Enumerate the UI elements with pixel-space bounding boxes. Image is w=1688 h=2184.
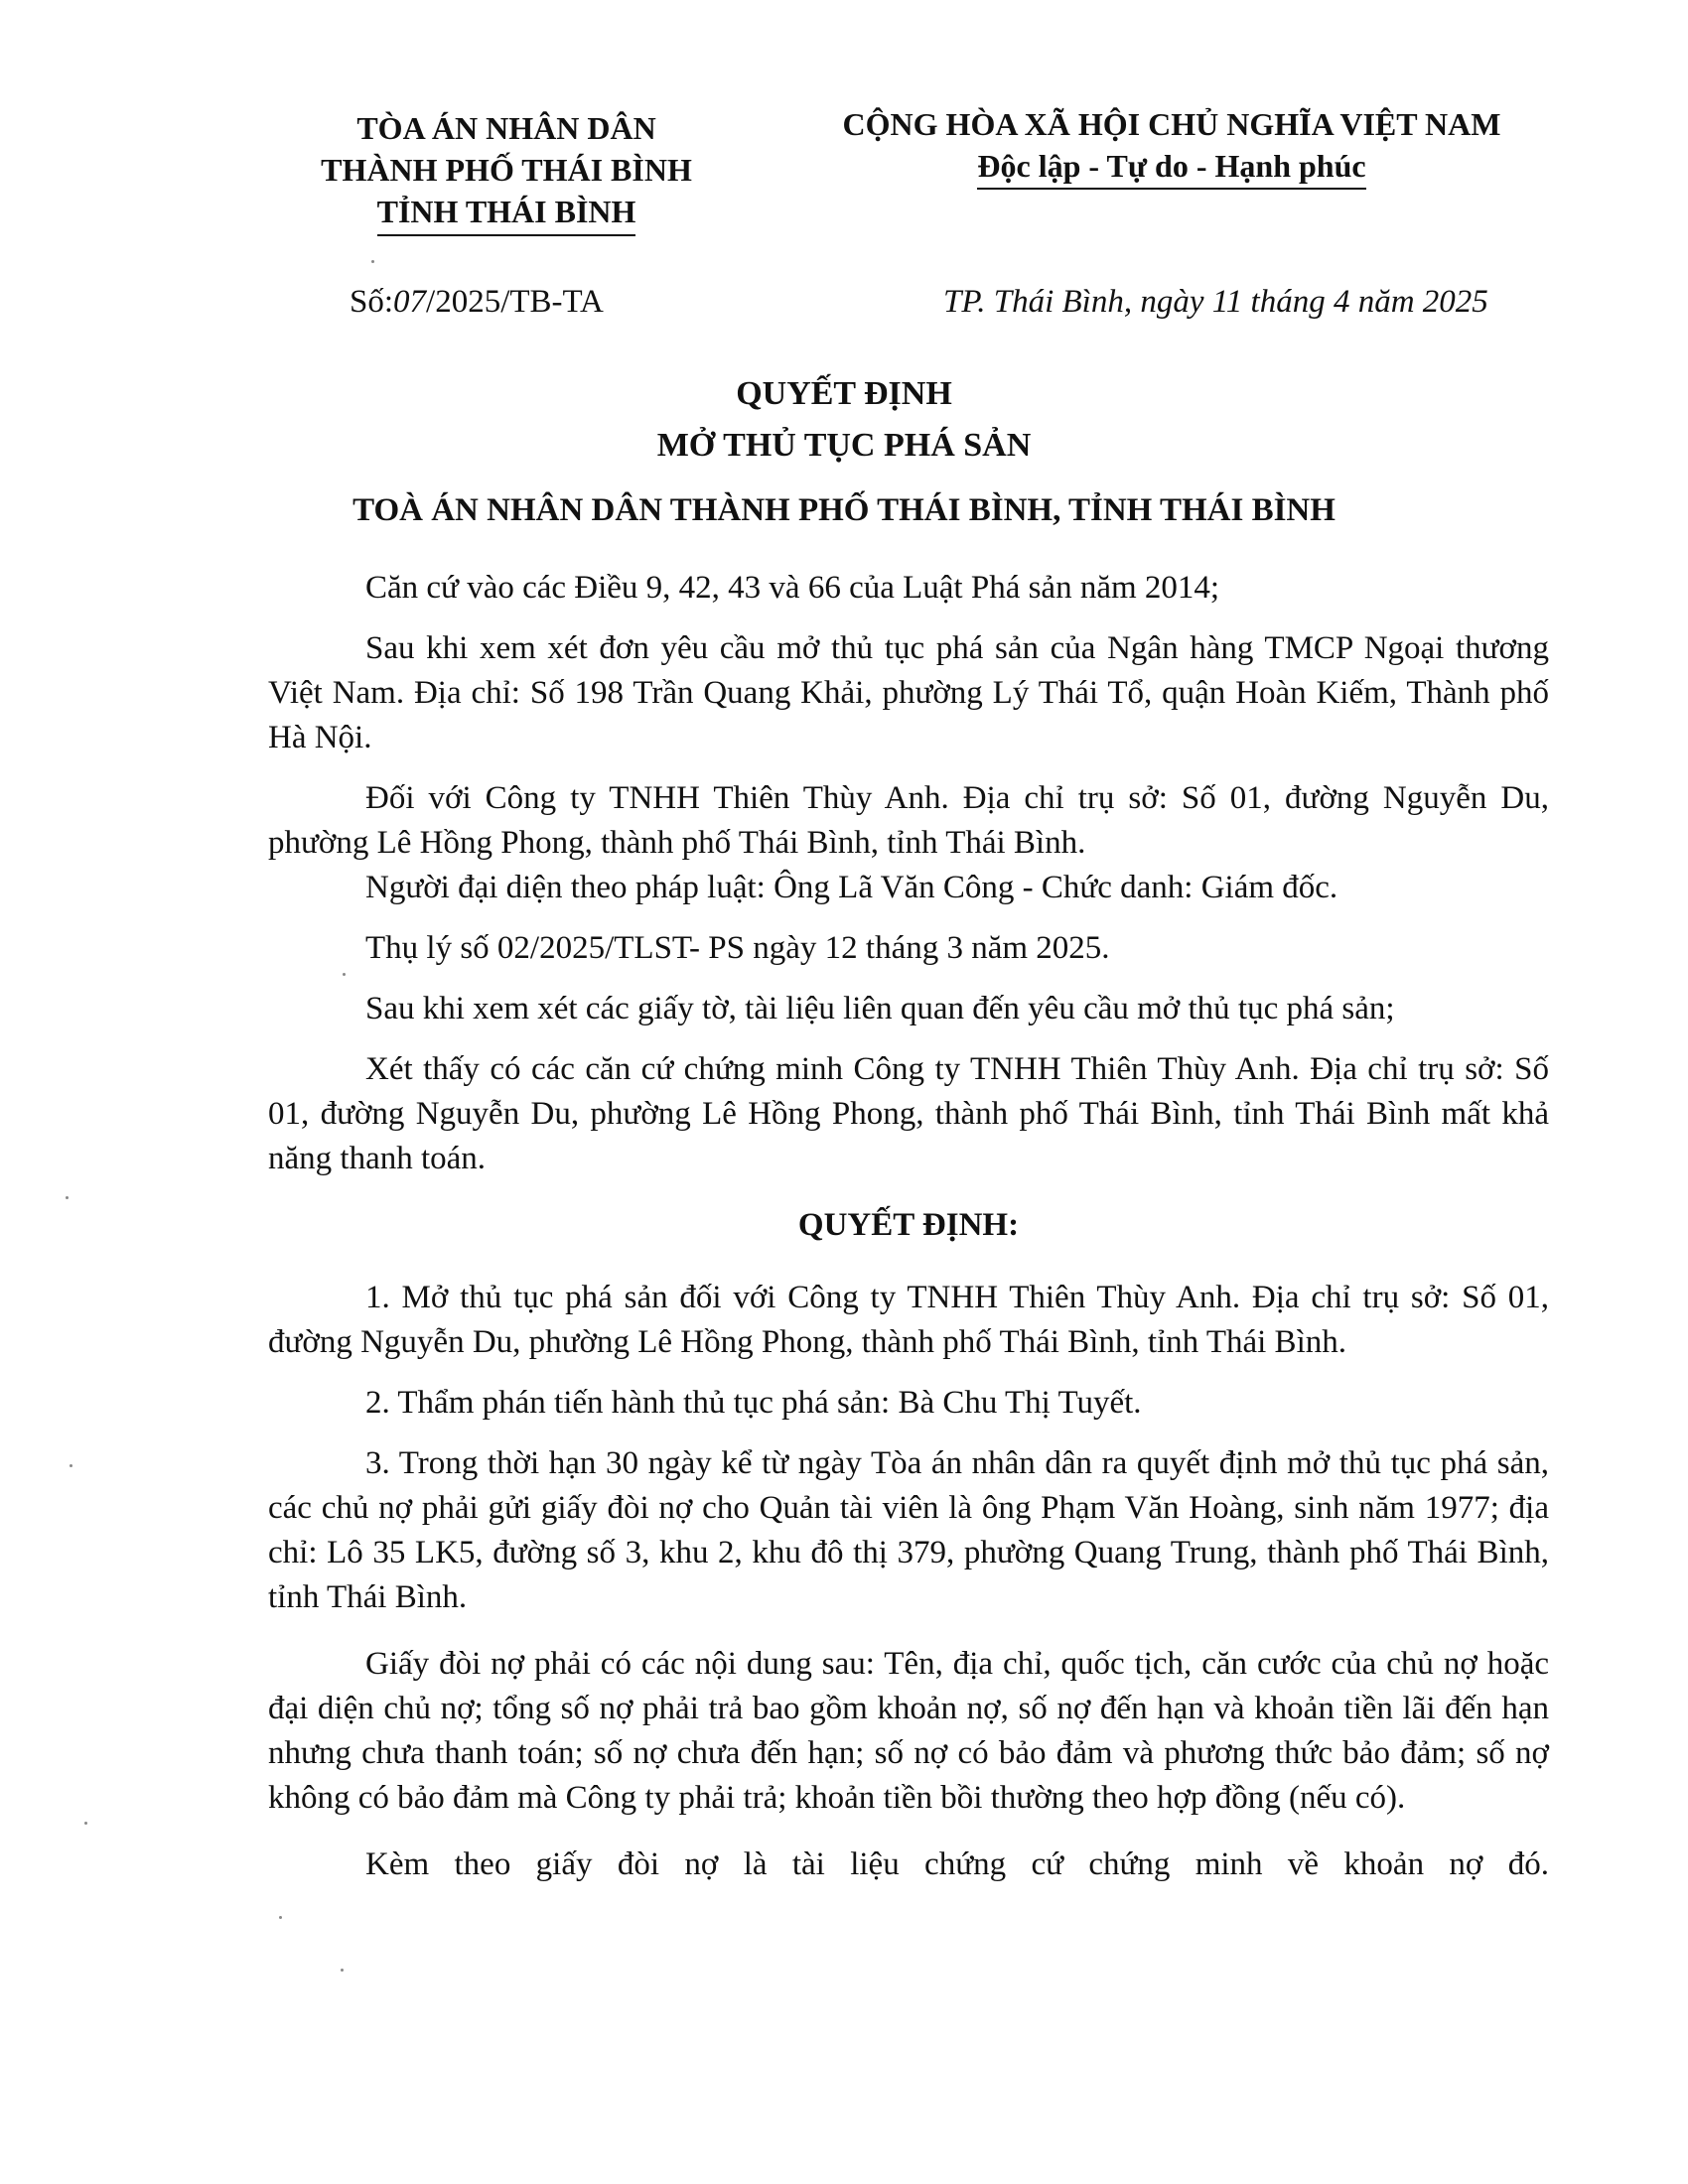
document-number-suffix: /2025/TB-TA xyxy=(426,284,604,320)
legal-representative: Người đại diện theo pháp luật: Ông Lã Văn Công - Chức danh: Giám đốc. xyxy=(365,870,1338,905)
decision-item-2: 2. Thẩm phán tiến hành thủ tục phá sản: Bà Chu Thị Tuyết. xyxy=(365,1385,1142,1421)
court-name-line2: THÀNH PHỐ THÁI BÌNH xyxy=(321,152,692,188)
document-number-prefix: Số: xyxy=(350,284,394,320)
case-acceptance: Thụ lý số 02/2025/TLST- PS ngày 12 tháng 3 năm 2025. xyxy=(365,930,1110,966)
review-paragraph: Sau khi xem xét các giấy tờ, tài liệu liên quan đến yêu cầu mở thủ tục phá sản; xyxy=(365,991,1395,1026)
republic-title: CỘNG HÒA XÃ HỘI CHỦ NGHĨA VIỆT NAM xyxy=(842,106,1501,142)
scan-speck xyxy=(341,1969,344,1972)
decision-item-3: 3. Trong thời hạn 30 ngày kể từ ngày Tòa án nhân dân ra quyết định mở thủ tục phá sản, các chủ nợ phải gửi giấy đòi nợ cho Quản tài viên là ông Phạm Văn Hoàng, sinh năm 1977; địa chỉ: Lô 35 LK5, đường số 3, khu 2, khu đô thị 379, phường Quang Trung, thành phố Thái Bình, tỉnh Thái Bình. xyxy=(268,1445,1549,1615)
court-header xyxy=(288,107,725,236)
petition-paragraph: Sau khi xem xét đơn yêu cầu mở thủ tục phá sản của Ngân hàng TMCP Ngoại thương Việt Nam. Địa chỉ: Số 198 Trần Quang Khải, phường Lý Thái Tổ, quận Hoàn Kiếm, Thành phố Hà Nội. xyxy=(268,630,1549,755)
court-name-line3: TỈNH THÁI BÌNH xyxy=(377,191,636,236)
place-and-date: TP. Thái Bình, ngày 11 tháng 4 năm 2025 xyxy=(943,284,1488,320)
national-motto: Độc lập - Tự do - Hạnh phúc xyxy=(977,145,1365,190)
debtor-paragraph: Đối với Công ty TNHH Thiên Thùy Anh. Địa chỉ trụ sở: Số 01, đường Nguyễn Du, phường Lê Hồng Phong, thành phố Thái Bình, tỉnh Thái Bình. xyxy=(268,780,1549,861)
issuing-court: TOÀ ÁN NHÂN DÂN THÀNH PHỐ THÁI BÌNH, TỈNH THÁI BÌNH xyxy=(352,492,1336,528)
national-header xyxy=(784,103,1559,190)
claim-requirements: Giấy đòi nợ phải có các nội dung sau: Tên, địa chỉ, quốc tịch, căn cước của chủ nợ hoặc đại diện chủ nợ; tổng số nợ phải trả bao gồm khoản nợ, số nợ đến hạn và khoản tiền lãi đến hạn nhưng chưa thanh toán; số nợ chưa đến hạn; số nợ có bảo đảm và phương thức bảo đảm; số nợ không có bảo đảm mà Công ty phải trả; khoản tiền bồi thường theo hợp đồng (nếu có). xyxy=(268,1646,1549,1816)
scan-speck xyxy=(371,260,374,263)
scan-speck xyxy=(279,1916,282,1919)
document-number xyxy=(350,284,604,321)
scan-speck xyxy=(343,973,346,976)
scan-speck xyxy=(70,1464,72,1467)
document-title: QUYẾT ĐỊNH xyxy=(736,375,952,412)
document-body xyxy=(268,566,1549,1887)
document-number-handwritten: 07 xyxy=(393,284,427,320)
finding-paragraph: Xét thấy có các căn cứ chứng minh Công ty TNHH Thiên Thùy Anh. Địa chỉ trụ sở: Số 01, đường Nguyễn Du, phường Lê Hồng Phong, thành phố Thái Bình, tỉnh Thái Bình mất khả năng thanh toán. xyxy=(268,1051,1549,1176)
scan-speck xyxy=(84,1822,87,1825)
decision-item-1: 1. Mở thủ tục phá sản đối với Công ty TNHH Thiên Thùy Anh. Địa chỉ trụ sở: Số 01, đường Nguyễn Du, phường Lê Hồng Phong, thành phố Thái Bình, tỉnh Thái Bình. xyxy=(268,1280,1549,1360)
claim-attachments: Kèm theo giấy đòi nợ là tài liệu chứng cứ chứng minh về khoản nợ đó. xyxy=(365,1846,1549,1882)
document-subtitle: MỞ THỦ TỤC PHÁ SẢN xyxy=(656,427,1032,464)
legal-basis: Căn cứ vào các Điều 9, 42, 43 và 66 của Luật Phá sản năm 2014; xyxy=(365,570,1220,606)
court-name-line1: TÒA ÁN NHÂN DÂN xyxy=(356,110,656,146)
decision-heading: QUYẾT ĐỊNH: xyxy=(797,1207,1020,1243)
scan-speck xyxy=(66,1196,69,1199)
